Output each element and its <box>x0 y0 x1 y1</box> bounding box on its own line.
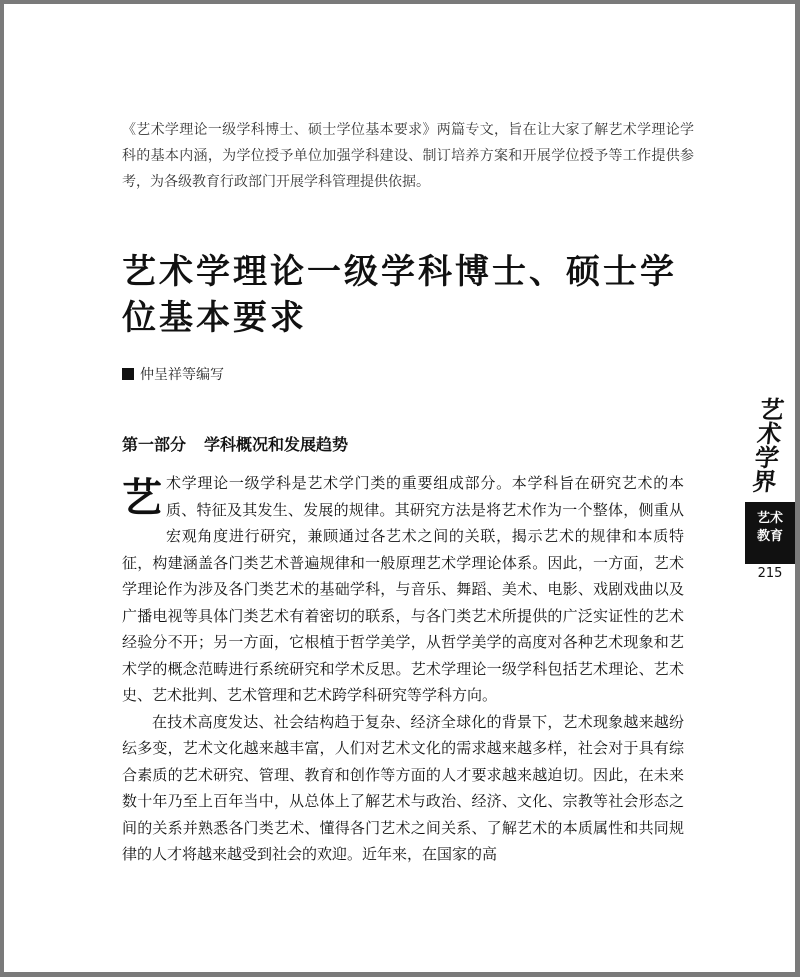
journal-logo: 艺术学界 <box>750 395 786 496</box>
section-band-label: 艺术教育 <box>745 502 795 564</box>
intro-paragraph: 《艺术学理论一级学科博士、硕士学位基本要求》两篇专文，旨在让大家了解艺术学理论学科的基本内涵，为学位授予单位加强学科建设、制订培养方案和开展学位授予等工作提供参考，为各级教育行政部门开展学科管理提供依据。 <box>122 122 694 190</box>
body-text <box>122 470 684 868</box>
body-paragraph-1 <box>122 470 684 709</box>
square-bullet-icon <box>122 368 134 380</box>
author-line <box>122 364 224 384</box>
document-page <box>4 4 795 972</box>
article-title: 艺术学理论一级学科博士、硕士学位基本要求 <box>122 252 677 338</box>
section-part-label: 第一部分 <box>122 435 187 454</box>
page-number: 215 <box>757 566 783 581</box>
section-heading-text: 学科概况和发展趋势 <box>204 435 349 454</box>
drop-cap: 艺 <box>122 474 162 521</box>
author-name: 仲呈祥等编写 <box>140 367 224 383</box>
body-paragraph-2: 在技术高度发达、社会结构趋于复杂、经济全球化的背景下，艺术现象越来越纷纭多变，艺术文化越来越丰富，人们对艺术文化的需求越来越多样，社会对于具有综合素质的艺术研究、管理、教育和创作等方面的人才要求越来越迫切。因此，在未来数十年乃至上百年当中，从总体上了解艺术与政治、经济、文化、宗教等社会形态之间的关系并熟悉各门类艺术、懂得各门艺术之间关系、了解艺术的本质属性和共同规律的人才将越来越受到社会的欢迎。近年来，在国家的高 <box>122 712 684 863</box>
body-paragraph-1-text: 术学理论一级学科是艺术学门类的重要组成部分。本学科旨在研究艺术的本质、特征及其发生、发展的规律。其研究方法是将艺术作为一个整体，侧重从宏观角度进行研究，兼顾通过各艺术之间的关联，揭示艺术的规律和本质特征，构建涵盖各门类艺术普遍规律和一般原理艺术学理论体系。因此，一方面，艺术学理论作为涉及各门类艺术的基础学科，与音乐、舞蹈、美术、电影、戏剧戏曲以及广播电视等具体门类艺术有着密切的联系，与各门类艺术所提供的广泛实证性的艺术经验分不开；另一方面，它根植于哲学美学，从哲学美学的高度对各种艺术现象和艺术学的概念范畴进行系统研究和学术反思。艺术学理论一级学科包括艺术理论、艺术史、艺术批判、艺术管理和艺术跨学科研究等学科方向。 <box>122 474 684 704</box>
section-heading <box>122 432 348 455</box>
